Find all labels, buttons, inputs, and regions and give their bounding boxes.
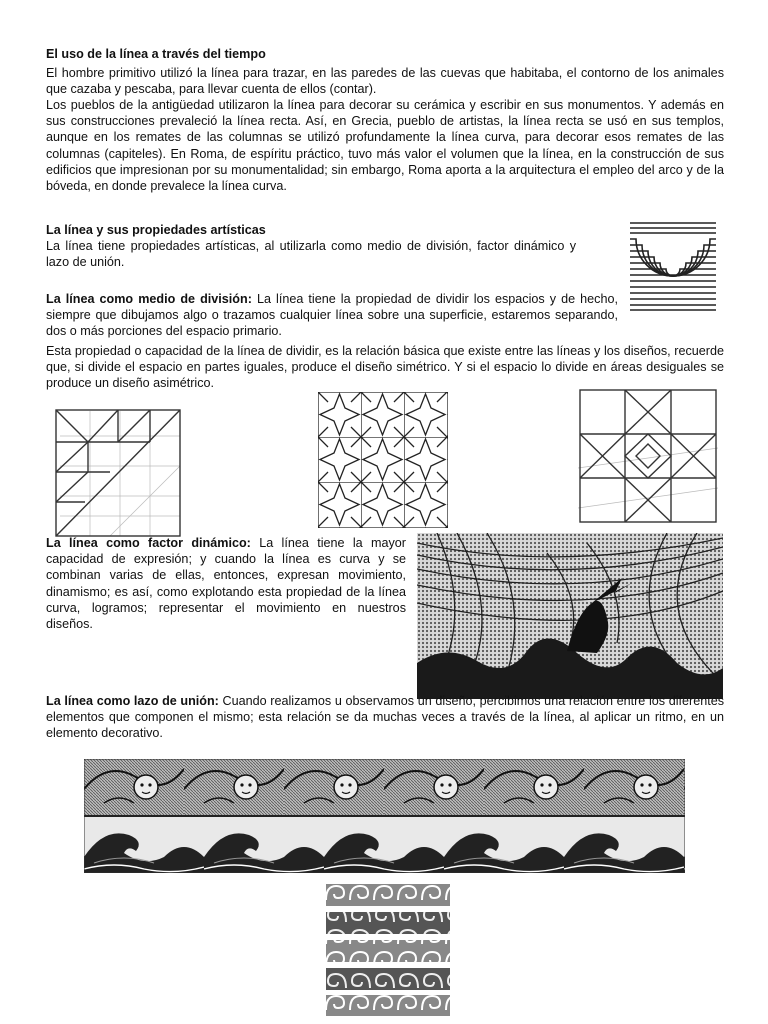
paragraph-properties: La línea tiene propiedades artísticas, al utilizarla como medio de división, factor dinámico y lazo de unión. [46,239,576,270]
dynamic-curves-engraving [417,533,723,699]
section-title-history: El uso de la línea a través del tiempo [46,47,266,61]
paragraph-union: La línea como lazo de unión: Cuando realizamos u observamos un diseño, percibimos una relación entre los diferentes elementos que componen el mismo; esta relación se da muchas veces a través de la línea, al aplicar un ritmo, en un elemento decorativo. [46,694,725,741]
symmetric-division-figure [578,388,718,524]
section-title-properties: La línea y sus propiedades artísticas [46,223,266,237]
paragraph-history-1: El hombre primitivo utilizó la línea para trazar, en las paredes de las cuevas que habitaba, el contorno de los animales que cazaba y pescaba, para llevar cuenta de ellos (contar). [46,66,724,97]
faces-waves-frieze [84,759,685,873]
paragraph-division-1: La línea como medio de división: La línea tiene la propiedad de dividir los espacios y de hecho, siempre que dibujamos algo o trazamos cualquier línea sobre una superficie, estaremos separando, dos o más porciones del espacio primario. [46,292,618,339]
paragraph-history-2: Los pueblos de la antigüedad utilizaron la línea para decorar su cerámica y escribir en sus monumentos. Y además en sus construcciones prevaleció la línea recta. Así, en Grecia, pueblo de artistas, la línea recta se usó en sus templos, aunque en los remates de las columnas se utilizó profundamente la línea curva, para decorar esos remates de las columnas (capiteles). En Roma, de espíritu práctico, tuvo más valor el volumen que la línea, en la construcción de sus edificios que impresionan por su monumentalidad; sin embargo, Roma aporta a la arquitectura el empleo del arco y de la bóveda, en donde prevalece la línea curva. [46,98,724,194]
curved-lines-figure [628,220,718,312]
section-title-dynamic: La línea como factor dinámico: [46,536,251,550]
section-title-union: La línea como lazo de unión: [46,694,219,708]
section-title-division: La línea como medio de división: [46,292,252,306]
paragraph-division-2: Esta propiedad o capacidad de la línea de dividir, es la relación básica que existe entre las líneas y los diseños, recuerde que, si divide el espacio en partes iguales, produce el diseño simétrico. Y si el espacio lo divide en áreas desiguales se produce un diseño asimétrico. [46,344,724,391]
asymmetric-division-figure [50,406,185,541]
border-patterns-samples [324,882,452,1018]
paragraph-dynamic: La línea como factor dinámico: La línea tiene la mayor capacidad de expresión; y cuando la línea es curva y se combinan varias de ellas, entonces, expresan movimiento, dinamismo; es así, como explotando esta propiedad de la línea curva, logramos; representar el movimiento en nuestros diseños. [46,536,406,632]
star-pattern-figure [318,392,448,528]
